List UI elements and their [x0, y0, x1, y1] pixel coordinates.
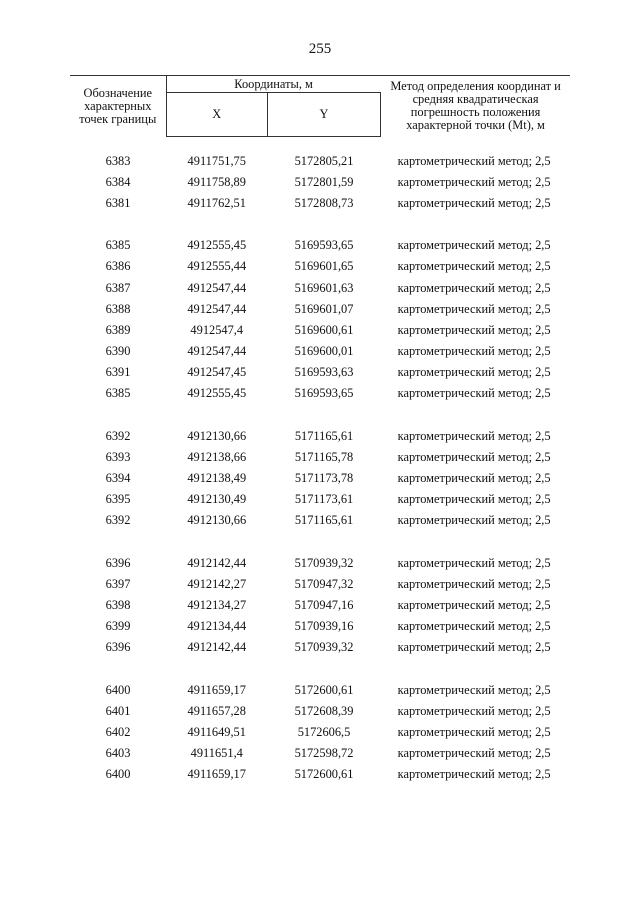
- point-number-cell: 6387: [105, 280, 131, 295]
- header-x: X: [166, 93, 267, 137]
- x-coordinate-cell: 4911762,51: [187, 195, 246, 210]
- table-row: [70, 637, 570, 658]
- x-coordinate-cell: 4912555,45: [187, 386, 247, 401]
- header-y: Y: [267, 93, 380, 137]
- method-cell: картометрический метод; 2,5: [397, 513, 551, 528]
- point-number-cell: 6385: [105, 238, 131, 253]
- table-row: [70, 467, 570, 488]
- method-cell: картометрический метод; 2,5: [397, 365, 551, 380]
- table-row: [70, 319, 570, 340]
- group-spacer: [70, 658, 570, 679]
- header-coordinates: Координаты, м: [166, 76, 381, 93]
- table-row: [70, 594, 570, 615]
- header-method: Метод определения координат и средняя квадратическая погрешность положения характерной точки (Mt), м: [381, 76, 570, 137]
- table-row: [70, 552, 570, 573]
- table-row: [70, 721, 570, 742]
- method-cell: картометрический метод; 2,5: [397, 682, 551, 697]
- point-number-cell: 6381: [105, 195, 131, 210]
- table-row: [70, 171, 570, 192]
- x-coordinate-cell: 4911651,4: [190, 746, 243, 761]
- method-cell: картометрический метод; 2,5: [397, 386, 551, 401]
- table-row: [70, 383, 570, 404]
- y-coordinate-cell: 5171165,61: [294, 428, 354, 443]
- y-coordinate-cell: 5170939,32: [294, 640, 354, 655]
- x-coordinate-cell: 4912134,27: [187, 597, 247, 612]
- y-coordinate-cell: 5172805,21: [294, 153, 354, 168]
- y-coordinate-cell: 5171173,78: [294, 471, 354, 486]
- x-coordinate-cell: 4911649,51: [187, 724, 246, 739]
- point-number-cell: 6389: [105, 322, 131, 337]
- method-cell: картометрический метод; 2,5: [397, 746, 551, 761]
- group-spacer: [70, 137, 570, 151]
- y-coordinate-cell: 5170939,32: [294, 555, 354, 570]
- method-cell: картометрический метод; 2,5: [397, 597, 551, 612]
- point-number-cell: 6400: [105, 682, 131, 697]
- x-coordinate-cell: 4912547,44: [187, 301, 247, 316]
- method-cell: картометрический метод; 2,5: [397, 492, 551, 507]
- table-row: [70, 510, 570, 531]
- x-coordinate-cell: 4912555,44: [187, 259, 247, 274]
- point-number-cell: 6388: [105, 301, 131, 316]
- method-cell: картометрический метод; 2,5: [397, 344, 551, 359]
- header-designation: Обозначение характерных точек границы: [70, 76, 166, 137]
- point-number-cell: 6386: [105, 259, 131, 274]
- y-coordinate-cell: 5169601,65: [294, 259, 354, 274]
- point-number-cell: 6385: [105, 386, 131, 401]
- table-row: [70, 700, 570, 721]
- x-coordinate-cell: 4912138,66: [187, 449, 247, 464]
- group-spacer: [70, 214, 570, 235]
- x-coordinate-cell: 4911751,75: [187, 153, 246, 168]
- method-cell: картометрический метод; 2,5: [397, 576, 551, 591]
- y-coordinate-cell: 5169600,61: [294, 322, 354, 337]
- y-coordinate-cell: 5172606,5: [297, 724, 351, 739]
- method-cell: картометрический метод; 2,5: [397, 471, 551, 486]
- y-coordinate-cell: 5172600,61: [294, 767, 354, 782]
- method-cell: картометрический метод; 2,5: [397, 619, 551, 634]
- point-number-cell: 6394: [105, 471, 131, 486]
- y-coordinate-cell: 5171173,61: [294, 492, 354, 507]
- y-coordinate-cell: 5169593,63: [294, 365, 354, 380]
- x-coordinate-cell: 4912555,45: [187, 238, 247, 253]
- y-coordinate-cell: 5172808,73: [294, 195, 354, 210]
- method-cell: картометрический метод; 2,5: [397, 301, 551, 316]
- table-row: [70, 256, 570, 277]
- x-coordinate-cell: 4912547,45: [187, 365, 247, 380]
- x-coordinate-cell: 4912130,66: [187, 513, 247, 528]
- x-coordinate-cell: 4912547,4: [190, 322, 244, 337]
- point-number-cell: 6395: [105, 492, 131, 507]
- point-number-cell: 6398: [105, 597, 131, 612]
- point-number-cell: 6400: [105, 767, 131, 782]
- method-cell: картометрический метод; 2,5: [397, 280, 551, 295]
- y-coordinate-cell: 5172598,72: [294, 746, 354, 761]
- coordinates-table: [70, 75, 570, 785]
- point-number-cell: 6399: [105, 619, 131, 634]
- method-cell: картометрический метод; 2,5: [397, 259, 551, 274]
- y-coordinate-cell: 5169593,65: [294, 386, 354, 401]
- point-number-cell: 6383: [105, 153, 131, 168]
- method-cell: картометрический метод; 2,5: [397, 153, 551, 168]
- point-number-cell: 6392: [105, 513, 131, 528]
- table-row: [70, 277, 570, 298]
- method-cell: картометрический метод; 2,5: [397, 238, 551, 253]
- y-coordinate-cell: 5170947,16: [294, 597, 354, 612]
- method-cell: картометрический метод; 2,5: [397, 555, 551, 570]
- method-cell: картометрический метод; 2,5: [397, 322, 551, 337]
- x-coordinate-cell: 4911659,17: [187, 767, 246, 782]
- y-coordinate-cell: 5169601,07: [294, 301, 354, 316]
- y-coordinate-cell: 5169593,65: [294, 238, 354, 253]
- point-number-cell: 6396: [105, 555, 131, 570]
- x-coordinate-cell: 4911659,17: [187, 682, 246, 697]
- table-header: [70, 76, 570, 137]
- y-coordinate-cell: 5169601,63: [294, 280, 354, 295]
- y-coordinate-cell: 5171165,61: [294, 513, 354, 528]
- method-cell: картометрический метод; 2,5: [397, 640, 551, 655]
- table-row: [70, 298, 570, 319]
- table-row: [70, 425, 570, 446]
- table-row: [70, 235, 570, 256]
- y-coordinate-cell: 5171165,78: [294, 449, 354, 464]
- table-row: [70, 764, 570, 785]
- method-cell: картометрический метод; 2,5: [397, 195, 551, 210]
- method-cell: картометрический метод; 2,5: [397, 449, 551, 464]
- x-coordinate-cell: 4912142,44: [187, 640, 247, 655]
- x-coordinate-cell: 4912547,44: [187, 344, 247, 359]
- y-coordinate-cell: 5170947,32: [294, 576, 354, 591]
- method-cell: картометрический метод; 2,5: [397, 767, 551, 782]
- table-row: [70, 362, 570, 383]
- table-row: [70, 573, 570, 594]
- table-body: [70, 137, 570, 785]
- point-number-cell: 6403: [105, 746, 131, 761]
- table-row: [70, 679, 570, 700]
- x-coordinate-cell: 4912130,66: [187, 428, 247, 443]
- y-coordinate-cell: 5172608,39: [294, 703, 354, 718]
- x-coordinate-cell: 4912134,44: [187, 619, 247, 634]
- x-coordinate-cell: 4912130,49: [187, 492, 247, 507]
- group-spacer: [70, 404, 570, 425]
- x-coordinate-cell: 4912142,44: [187, 555, 247, 570]
- x-coordinate-cell: 4911758,89: [187, 174, 246, 189]
- x-coordinate-cell: 4912547,44: [187, 280, 247, 295]
- method-cell: картометрический метод; 2,5: [397, 724, 551, 739]
- page-number: 255: [308, 41, 332, 57]
- method-cell: картометрический метод; 2,5: [397, 703, 551, 718]
- y-coordinate-cell: 5172600,61: [294, 682, 354, 697]
- point-number-cell: 6393: [105, 449, 131, 464]
- point-number-cell: 6390: [105, 344, 131, 359]
- point-number-cell: 6396: [105, 640, 131, 655]
- group-spacer: [70, 531, 570, 552]
- y-coordinate-cell: 5170939,16: [294, 619, 354, 634]
- point-number-cell: 6402: [105, 724, 131, 739]
- point-number-cell: 6401: [105, 703, 131, 718]
- table-row: [70, 489, 570, 510]
- table-row: [70, 616, 570, 637]
- table-row: [70, 341, 570, 362]
- y-coordinate-cell: 5169600,01: [294, 344, 354, 359]
- method-cell: картометрический метод; 2,5: [397, 428, 551, 443]
- point-number-cell: 6384: [105, 174, 131, 189]
- table-row: [70, 743, 570, 764]
- method-cell: картометрический метод; 2,5: [397, 174, 551, 189]
- table-row: [70, 446, 570, 467]
- point-number-cell: 6397: [105, 576, 131, 591]
- table-row: [70, 192, 570, 213]
- y-coordinate-cell: 5172801,59: [294, 174, 354, 189]
- point-number-cell: 6391: [105, 365, 131, 380]
- x-coordinate-cell: 4912142,27: [187, 576, 247, 591]
- point-number-cell: 6392: [105, 428, 131, 443]
- x-coordinate-cell: 4911657,28: [187, 703, 246, 718]
- table-row: [70, 150, 570, 171]
- x-coordinate-cell: 4912138,49: [187, 471, 247, 486]
